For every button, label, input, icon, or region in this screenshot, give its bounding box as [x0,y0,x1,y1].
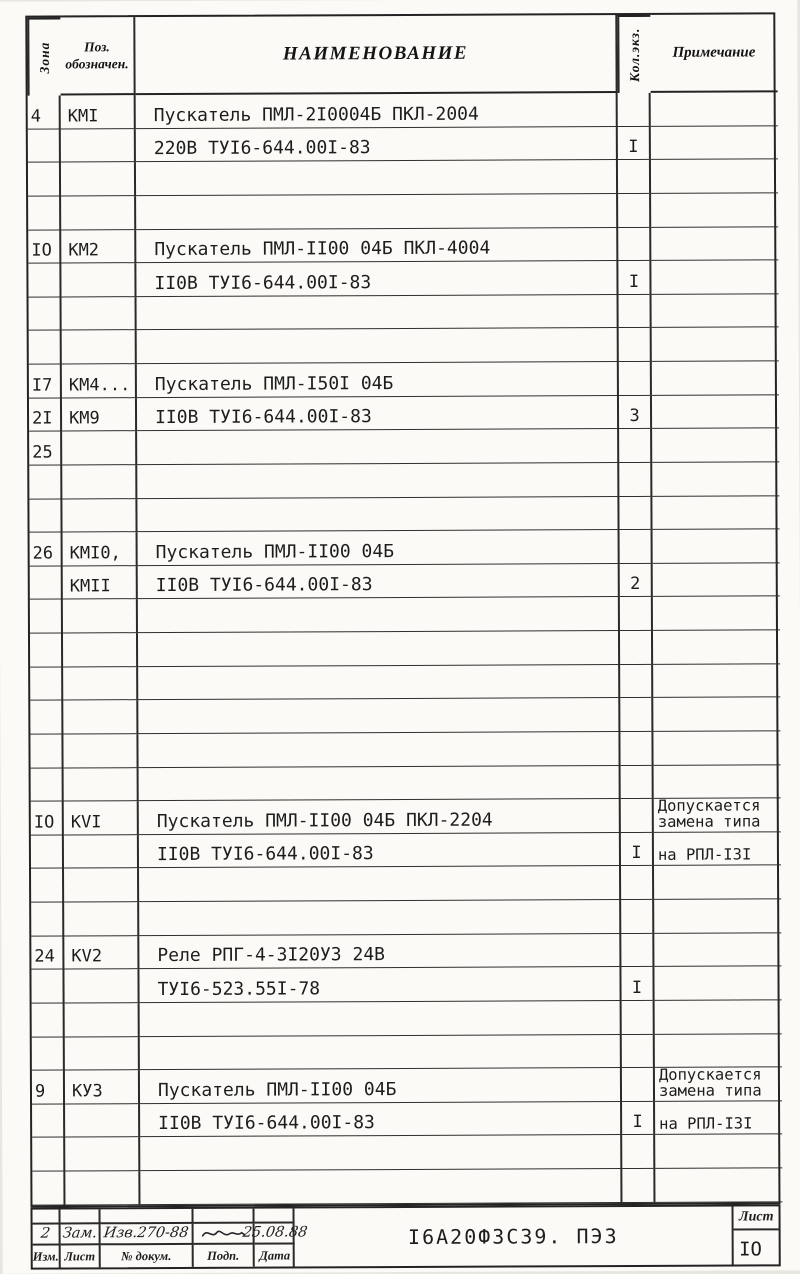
note-lines [659,1116,752,1132]
note-line: на РПЛ-I3I [657,845,752,864]
cell-pos-designation [62,331,137,365]
cell-name: Пускатель ПМЛ-II00 04Б ПКЛ-2204 [139,799,621,835]
label-izm: Изм. [33,1246,61,1268]
cell-zone: I7 [29,364,62,398]
cell-quantity [622,1001,655,1035]
table-row [30,630,776,667]
cell-name: Реле РПГ-4-3I20У3 24В [139,934,621,970]
cell-zone [30,600,63,634]
spec-table [25,12,780,1207]
cell-note [653,529,780,563]
table-row [30,731,776,768]
cell-pos-designation: КМ9 [62,398,137,432]
date-text: 25.08.88 [241,1224,309,1242]
column-header-pos-designation [60,17,135,95]
cell-pos-designation [63,734,138,768]
cell-quantity [621,900,654,934]
empty-cell [254,1208,294,1223]
cell-pos-designation: КУ3 [65,1070,140,1104]
cell-zone [28,264,61,298]
spec-table-body [28,92,779,1205]
cell-note [653,597,780,631]
document-number: I6А20Ф3С39. ПЭ3 [407,1224,619,1249]
cell-pos-designation: КМI [61,95,136,129]
cell-quantity [621,866,654,900]
cell-name: II0В ТУI6-644.00I-83 [139,833,621,869]
cell-note [651,126,778,160]
cell-zone: 2I [29,398,62,432]
table-row [30,529,776,566]
cell-quantity [618,160,651,194]
cell-note [654,866,781,900]
cell-quantity: 3 [619,396,652,430]
label-data: Дата [259,1248,291,1263]
cell-zone [30,566,63,600]
cell-zone: IO [28,230,61,264]
table-row [29,294,775,331]
cell-zone [28,163,61,197]
cell-pos-designation [64,835,139,869]
table-row [31,933,777,970]
spec-table-header [27,14,773,95]
cell-note [655,1000,782,1034]
cell-name [139,866,621,902]
cell-note [652,429,779,463]
cell-quantity [622,1068,655,1102]
cell-pos-designation [62,297,137,331]
cell-name [138,665,620,701]
cell-note [654,933,781,967]
cell-quantity [620,665,653,699]
cell-quantity [620,698,653,732]
cell-note [653,664,780,698]
cell-name [140,1001,622,1037]
cell-pos-designation [65,1003,140,1037]
label-list: Лист [61,1246,101,1268]
document-ref-value [101,1224,194,1246]
cell-name [138,597,620,633]
cell-quantity [620,530,653,564]
table-row [28,260,774,297]
cell-name [137,295,619,331]
table-row [29,462,775,499]
column-header-quantity: Кол.экз. [617,15,650,93]
date-value [241,1223,309,1245]
column-header-note: Примечание [650,14,777,93]
cell-quantity: I [621,967,654,1001]
table-row [31,832,777,869]
cell-pos-designation: КV2 [64,936,139,970]
table-row [29,361,775,398]
cell-note [654,899,781,933]
cell-name: Пускатель ПМЛ-I50I 04Б [137,362,619,398]
cell-name [140,1035,622,1071]
cell-note [653,731,780,765]
table-row [31,798,777,835]
cell-quantity [622,1169,655,1203]
table-row [28,193,774,230]
cell-pos-designation [64,902,139,936]
cell-note [655,1101,782,1135]
table-row [31,866,777,903]
column-header-name: НАИМЕНОВАНИЕ [135,15,617,95]
cell-zone: 9 [32,1071,65,1105]
revision-number-text: 2 [40,1226,52,1243]
cell-note [655,1067,782,1102]
table-row [29,395,775,432]
empty-cell [32,1209,60,1224]
cell-name [140,1135,622,1171]
cell-name [139,900,621,936]
cell-pos-designation [63,667,138,701]
cell-note [652,395,779,429]
cell-quantity [620,597,653,631]
table-row [30,698,776,735]
cell-pos-designation [65,1037,140,1071]
cell-quantity [622,1135,655,1169]
table-row [28,126,774,163]
empty-cell [100,1209,193,1224]
note-line: замена типа [658,1081,762,1100]
cell-note [655,1168,782,1202]
cell-name: Пускатель ПМЛ-2I0004Б ПКЛ-2004 [136,93,618,129]
cell-zone [30,701,63,735]
empty-cell [193,1209,254,1224]
cell-note [653,563,780,597]
cell-pos-designation [61,129,136,163]
cell-quantity [619,496,652,530]
cell-quantity [619,362,652,396]
cell-name [140,1169,622,1205]
cell-note [652,361,779,395]
table-row [29,496,775,533]
cell-pos-designation [61,263,136,297]
cell-quantity [618,93,651,127]
empty-cell [60,1209,100,1224]
pos-header-line2: обозначен. [65,56,129,72]
cell-quantity: I [618,127,651,161]
cell-zone [30,633,63,667]
table-row [31,899,777,936]
cell-quantity [619,328,652,362]
cell-name [138,631,620,667]
table-row [28,92,774,129]
label-podpis: Подп. [194,1245,255,1267]
table-row [30,597,776,634]
cell-name [138,732,620,768]
cell-zone [29,499,62,533]
pos-header-line1: Поз. [84,39,110,55]
cell-pos-designation [65,1104,140,1138]
cell-zone [31,902,64,936]
cell-quantity [619,295,652,329]
table-row [29,328,775,365]
cell-note [652,328,779,362]
cell-zone [32,1037,65,1071]
table-row [29,429,775,466]
cell-zone [31,970,64,1004]
cell-name: Пускатель ПМЛ-II00 04Б [140,1068,622,1104]
cell-note [651,260,778,294]
cell-quantity [621,934,654,968]
cell-quantity [618,194,651,228]
table-row [30,664,776,701]
cell-name [136,194,618,230]
cell-quantity: 2 [620,564,653,598]
cell-pos-designation [64,969,139,1003]
revision-values-row [33,1223,309,1246]
cell-zone [30,734,63,768]
cell-name: II0В ТУI6-644.00I-83 [140,1102,622,1138]
sheet-number: IO [739,1238,762,1261]
note-lines [658,1065,762,1100]
cell-name: II0В ТУI6-644.00I-83 [136,261,618,297]
revision-number-value [33,1224,61,1246]
cell-note [653,698,780,732]
cell-note [652,496,779,530]
cell-quantity [621,799,654,833]
cell-note [652,462,779,496]
table-row [32,1000,778,1037]
label-doc-number: № докум. [101,1245,194,1267]
signature [200,1226,246,1240]
note-lines [658,847,751,863]
cell-zone: 25 [29,432,62,466]
cell-pos-designation [62,465,137,499]
cell-zone: IO [31,802,64,836]
title-block [30,1204,780,1269]
cell-pos-designation [62,499,137,533]
cell-pos-designation [63,700,138,734]
cell-name: 220В ТУI6-644.00I-83 [136,127,618,163]
revision-labels-row [33,1245,293,1268]
column-header-zone: Зона [27,17,60,95]
cell-pos-designation: КМI0, [63,532,138,566]
cell-pos-designation: КVI [64,801,139,835]
cell-quantity [622,1034,655,1068]
cell-zone [28,129,61,163]
cell-name [138,698,620,734]
cell-pos-designation [62,431,137,465]
cell-pos-designation: КМ2 [61,230,136,264]
revision-table [32,1208,309,1267]
cell-note [654,832,781,866]
cell-name: ТУI6-523.55I-78 [139,967,621,1003]
cell-pos-designation [64,768,139,802]
cell-zone [31,835,64,869]
cell-zone [31,869,64,903]
table-row [32,1168,778,1205]
cell-zone [31,768,64,802]
sheet-change-text: Зам. [61,1225,98,1242]
cell-note [651,227,778,261]
cell-quantity: I [618,261,651,295]
table-row [28,160,774,197]
cell-quantity [619,429,652,463]
table-row [28,227,774,264]
table-row [30,563,776,600]
revision-empty-row [32,1208,292,1224]
cell-zone: 4 [28,95,61,129]
cell-zone: 24 [31,936,64,970]
cell-pos-designation: КМII [63,566,138,600]
cell-name: Пускатель ПМЛ-II00 04Б ПКЛ-4004 [136,228,618,264]
cell-quantity [618,227,651,261]
cell-zone [30,667,63,701]
cell-name [137,463,619,499]
document-ref-text: Изв.270-88 [102,1225,190,1242]
cell-pos-designation [65,1138,140,1172]
cell-note [654,798,781,833]
cell-note [651,193,778,227]
cell-zone [28,196,61,230]
cell-zone [29,465,62,499]
cell-note [655,1135,782,1169]
cell-name [137,429,619,465]
cell-name [137,497,619,533]
cell-pos-designation [65,1171,140,1205]
table-row [32,1101,778,1138]
document-number-cell [294,1207,734,1267]
sheet-label: Лист [734,1206,779,1230]
cell-note [651,160,778,194]
cell-pos-designation [63,633,138,667]
note-line: Допускается [658,1065,762,1084]
note-line: замена типа [657,812,761,831]
cell-name: II0В ТУI6-644.00I-83 [137,396,619,432]
cell-quantity [619,463,652,497]
cell-zone [29,297,62,331]
cell-zone [32,1003,65,1037]
cell-note [652,294,779,328]
sheet-change-value [61,1224,101,1246]
cell-note [653,630,780,664]
cell-pos-designation: КМ4... [62,364,137,398]
sheet-number-box [734,1206,779,1264]
note-line: Допускается [657,796,761,816]
cell-zone [32,1138,65,1172]
note-line: на РПЛ-I3I [659,1114,753,1133]
cell-note [651,92,778,126]
cell-quantity [621,765,654,799]
cell-quantity: I [622,1102,655,1136]
cell-quantity: I [621,833,654,867]
cell-pos-designation [63,600,138,634]
cell-note [654,765,781,799]
cell-name [139,766,621,802]
cell-note [654,967,781,1001]
cell-name: II0В ТУI6-644.00I-83 [138,564,620,600]
table-row [31,967,777,1004]
note-lines [657,796,761,831]
table-row [32,1067,778,1104]
cell-zone [29,331,62,365]
cell-name [136,160,618,196]
cell-quantity [620,631,653,665]
cell-pos-designation [61,196,136,230]
cell-name: Пускатель ПМЛ-II00 04Б [138,530,620,566]
table-row [32,1135,778,1172]
cell-name [137,328,619,364]
cell-pos-designation [64,869,139,903]
cell-quantity [620,732,653,766]
cell-note [655,1034,782,1068]
cell-zone [32,1171,65,1205]
cell-pos-designation [61,162,136,196]
cell-zone [32,1104,65,1138]
cell-zone: 26 [30,533,63,567]
